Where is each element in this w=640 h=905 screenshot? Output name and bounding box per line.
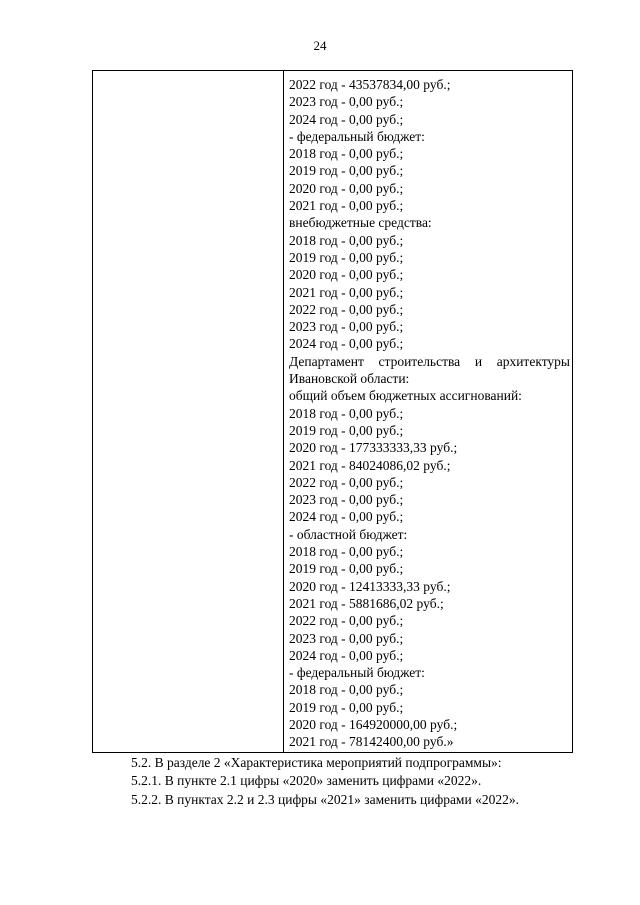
table-text-line: 2021 год - 5881686,02 руб.;	[289, 595, 444, 611]
table-text-line: 2022 год - 0,00 руб.;	[289, 474, 404, 490]
table-text-line: 2020 год - 177333333,33 руб.;	[289, 440, 458, 456]
table-text-line: 2018 год - 0,00 руб.;	[289, 682, 404, 698]
table-text-line: 2024 год - 0,00 руб.;	[289, 509, 404, 525]
amendment-paragraphs	[131, 754, 611, 809]
page-number: 24	[313, 38, 327, 53]
table-text-line: 2019 год - 0,00 руб.;	[289, 699, 404, 715]
table-text-line: 2018 год - 0,00 руб.;	[289, 146, 404, 162]
table-text-line: 2018 год - 0,00 руб.;	[289, 544, 404, 560]
table-text-line: 2018 год - 0,00 руб.;	[289, 405, 404, 421]
table-text-line: 2023 год - 0,00 руб.;	[289, 492, 404, 508]
table-right-cell	[289, 76, 570, 751]
table-text-line: - областной бюджет:	[289, 526, 408, 542]
table-text-line: 2023 год - 0,00 руб.;	[289, 319, 404, 335]
paragraph-item: 5.2.1. В пункте 2.1 цифры «2020» заменить цифрами «2022».	[131, 773, 482, 789]
paragraph-item: 5.2.2. В пунктах 2.2 и 2.3 цифры «2021» заменить цифрами «2022».	[131, 791, 519, 807]
table-text-line: Департамент строительства и архитектуры	[289, 353, 570, 369]
table-text-line: 2021 год - 84024086,02 руб.;	[289, 457, 451, 473]
table-text-line: внебюджетные средства:	[289, 215, 432, 231]
table-text-line: 2018 год - 0,00 руб.;	[289, 232, 404, 248]
table-text-line: 2020 год - 164920000,00 руб.;	[289, 716, 458, 732]
table-text-line: Ивановской области:	[289, 371, 410, 387]
table-text-line: 2021 год - 0,00 руб.;	[289, 198, 404, 214]
table-text-line: 2024 год - 0,00 руб.;	[289, 647, 404, 663]
budget-table	[92, 70, 573, 753]
table-text-line: - федеральный бюджет:	[289, 665, 425, 681]
table-text-line: 2024 год - 0,00 руб.;	[289, 336, 404, 352]
table-text-line: 2020 год - 0,00 руб.;	[289, 267, 404, 283]
table-text-line: 2021 год - 78142400,00 руб.»	[289, 734, 454, 750]
table-text-line: 2022 год - 0,00 руб.;	[289, 301, 404, 317]
table-text-line: 2019 год - 0,00 руб.;	[289, 163, 404, 179]
table-text-line: 2022 год - 43537834,00 руб.;	[289, 77, 451, 92]
table-text-line: 2023 год - 0,00 руб.;	[289, 630, 404, 646]
table-text-line: 2019 год - 0,00 руб.;	[289, 561, 404, 577]
table-text-line: 2024 год - 0,00 руб.;	[289, 111, 404, 127]
table-left-cell	[93, 71, 284, 752]
table-text-line: 2022 год - 0,00 руб.;	[289, 613, 404, 629]
table-text-line: - федеральный бюджет:	[289, 128, 425, 144]
table-text-line: 2020 год - 12413333,33 руб.;	[289, 578, 451, 594]
table-text-line: 2021 год - 0,00 руб.;	[289, 284, 404, 300]
table-text-line: 2019 год - 0,00 руб.;	[289, 249, 404, 265]
table-text-line: общий объем бюджетных ассигнований:	[289, 388, 522, 404]
table-text-line: 2023 год - 0,00 руб.;	[289, 94, 404, 110]
paragraph-item: 5.2. В разделе 2 «Характеристика мероприятий подпрограммы»:	[131, 755, 502, 770]
table-text-line: 2020 год - 0,00 руб.;	[289, 180, 404, 196]
table-text-line: 2019 год - 0,00 руб.;	[289, 422, 404, 438]
